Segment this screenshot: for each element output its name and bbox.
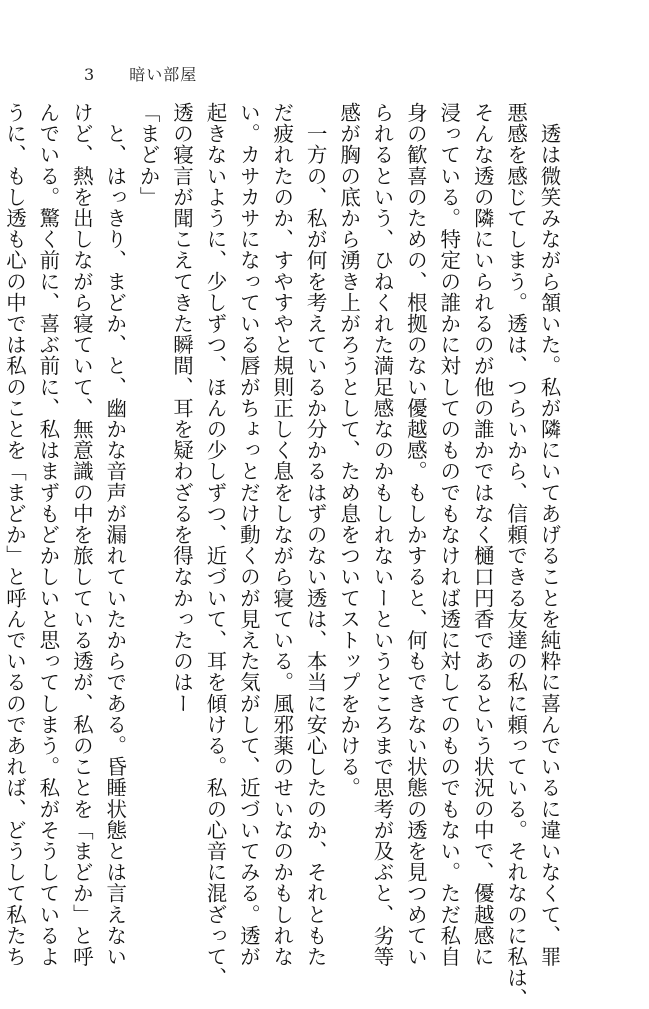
text-line: い。カサカサになっている唇がちょっとだけ動くのが見えた気がして、近づいてみる。透が bbox=[236, 102, 261, 968]
text-line: んでいる。驚く前に、喜ぶ前に、私はまずもどかしいと思ってしまう。私がそうしているよ bbox=[35, 102, 60, 968]
page-number: 3 bbox=[84, 65, 96, 84]
text-line: 透は微笑みながら頷いた。私が隣にいてあげることを純粋に喜んでいるに違いなくて、罪 bbox=[537, 102, 561, 968]
text-line: 透の寝言が聞こえてきた瞬間、耳を疑わざるを得なかったのはー bbox=[169, 102, 194, 714]
text-line: 起きないように、少しずつ、ほんの少しずつ、近づいて、耳を傾ける。私の心音に混ざって、 bbox=[202, 102, 227, 989]
page-header bbox=[84, 62, 197, 85]
text-line: 悪感を感じてしまう。透は、つらいから、信頼できる友達の私に頼っている。それなのに私は、 bbox=[503, 102, 528, 1009]
text-line: 身の歓喜のための、根拠のない優越感。もしかすると、何もできない状態の透を見つめてい bbox=[403, 102, 428, 968]
text-line: うに、もし透も心の中では私のことを「まどか」と呼んでいるのであれば、どうして私たち bbox=[2, 102, 27, 968]
vertical-text-body bbox=[2, 102, 565, 1009]
text-line: られるという、ひねくれた満足感なのかもしれないーというところまで思考が及ぶと、劣等 bbox=[369, 102, 394, 968]
dialogue-line: 「まどか」 bbox=[136, 102, 161, 208]
text-line: そんな透の隣にいられるのが他の誰かではなく樋口円香であるという状況の中で、優越感に bbox=[470, 102, 495, 968]
text-line: けど、熱を出しながら寝ていて、無意識の中を旅している透が、私のことを「まどか」と呼 bbox=[69, 102, 94, 968]
text-line: 感が胸の底から湧き上がろうとして、ため息をついてストップをかける。 bbox=[336, 102, 361, 799]
text-line: 浸っている。特定の誰かに対してのものでもなければ透に対してのものでもない。ただ私自 bbox=[436, 102, 461, 968]
chapter-title: 暗い部屋 bbox=[129, 65, 198, 84]
text-line: 一方の、私が何を考えているか分かるはずのない透は、本当に安心したのか、それともた bbox=[303, 102, 328, 968]
text-line: だ疲れたのか、すやすやと規則正しく息をしながら寝ている。風邪薬のせいなのかもしれな bbox=[269, 102, 294, 968]
text-line: と、はっきり、まどか、と、幽かな音声が漏れていたからである。昏睡状態とは言えない bbox=[102, 102, 127, 968]
